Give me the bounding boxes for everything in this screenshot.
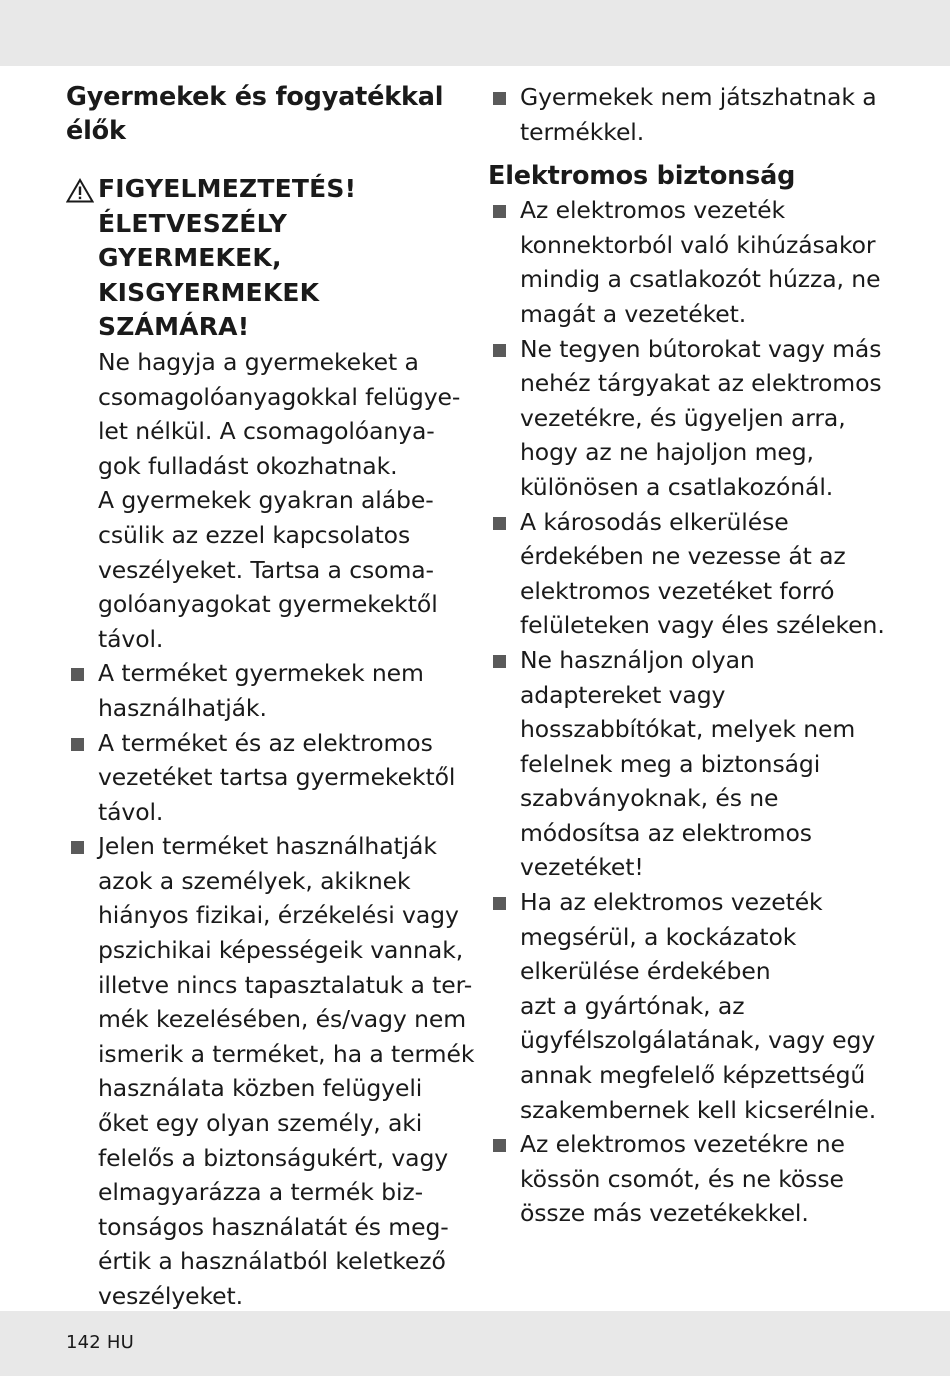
bullet-square-icon: [493, 1139, 506, 1152]
list-item-line: távol.: [98, 797, 164, 826]
list-item: [488, 505, 928, 643]
list-item-line: illetve nincs tapasztalatuk a ter-: [98, 970, 473, 999]
list-item-line: annak megfelelő képzettségű: [520, 1061, 866, 1090]
list-item-line: kössön csomót, és ne kösse: [520, 1164, 844, 1193]
list-item-line: mindig a csatlakozót húzza, ne: [520, 265, 881, 294]
warning-text-line: A gyermekek gyakran alábe-: [98, 486, 434, 515]
list-item-line: elektromos vezetéket forró: [520, 576, 835, 605]
right-column: [488, 80, 928, 1231]
warning-title-line: KISGYERMEKEK: [98, 277, 320, 307]
list-item-line: felelős a biztonságukért, vagy: [98, 1143, 449, 1172]
list-item-line: Ne tegyen bútorokat vagy más: [520, 334, 882, 363]
list-item: [488, 80, 928, 149]
bullet-square-icon: [493, 897, 506, 910]
right-bullet-list: [488, 193, 928, 1231]
bullet-square-icon: [493, 205, 506, 218]
list-item-line: nehéz tárgyakat az elektromos: [520, 369, 882, 398]
list-item: [66, 726, 466, 830]
list-item-line: szakembernek kell kicserélnie.: [520, 1095, 877, 1124]
warning-text: [98, 345, 466, 656]
page-number: 142 HU: [66, 1332, 134, 1353]
list-item-line: különösen a csatlakozónál.: [520, 472, 834, 501]
bottom-band: [0, 1311, 950, 1376]
list-item-line: vezetéket!: [520, 853, 644, 882]
list-item-line: adaptereket vagy: [520, 680, 726, 709]
bullet-square-icon: [493, 92, 506, 105]
list-item-line: értik a használatból keletkező: [98, 1247, 446, 1276]
list-item-line: Az elektromos vezetékre ne: [520, 1130, 845, 1159]
list-item-line: termékkel.: [520, 117, 645, 146]
list-item-line: A terméket és az elektromos: [98, 728, 433, 757]
list-item-line: ismerik a terméket, ha a termék: [98, 1039, 475, 1068]
left-column: [66, 80, 475, 1314]
bullet-square-icon: [71, 841, 84, 854]
list-item-line: megsérül, a kockázatok: [520, 922, 797, 951]
list-item-line: elkerülése érdekében: [520, 957, 771, 986]
list-item-line: őket egy olyan személy, aki: [98, 1109, 423, 1138]
heading-line: Gyermekek és fogyatékkal: [66, 82, 444, 112]
warning-text-line: csülik az ezzel kapcsolatos: [98, 520, 411, 549]
warning-text-line: veszélyeket. Tartsa a csoma-: [98, 555, 434, 584]
warning-text-line: let nélkül. A csomagolóanya-: [98, 417, 435, 446]
list-item: [66, 656, 466, 725]
section-heading-electrical-safety: Elektromos biztonság: [488, 161, 796, 192]
bullet-square-icon: [71, 668, 84, 681]
list-item-line: Jelen terméket használhatják: [98, 832, 437, 861]
list-item: [488, 885, 928, 1127]
list-item-line: A károsodás elkerülése: [520, 507, 789, 536]
warning-title-line: SZÁMÁRA!: [98, 312, 250, 342]
bullet-square-icon: [493, 655, 506, 668]
list-item: [488, 332, 928, 505]
list-item-line: Ha az elektromos vezeték: [520, 888, 823, 917]
list-item-line: használhatják.: [98, 693, 267, 722]
list-item-line: elmagyarázza a termék biz-: [98, 1178, 423, 1207]
list-item-line: felelnek meg a biztonsági: [520, 749, 821, 778]
warning-title: [98, 172, 466, 345]
warning-text-line: Ne hagyja a gyermekeket a: [98, 347, 419, 376]
warning-text-line: gok fulladást okozhatnak.: [98, 451, 398, 480]
right-top-bullet-list: [488, 80, 928, 149]
warning-text-line: távol.: [98, 624, 164, 653]
bullet-square-icon: [493, 517, 506, 530]
list-item-line: szabványoknak, és ne: [520, 784, 779, 813]
warning-title-line: ÉLETVESZÉLY: [98, 208, 288, 238]
list-item-line: használata közben felügyeli: [98, 1074, 423, 1103]
list-item-line: hiányos fizikai, érzékelési vagy: [98, 901, 459, 930]
heading-line: élők: [66, 116, 126, 146]
bullet-square-icon: [493, 344, 506, 357]
list-item: [488, 1127, 928, 1231]
list-item: [488, 193, 928, 331]
list-item-line: felületeken vagy éles széleken.: [520, 611, 885, 640]
list-item-line: Az elektromos vezeték: [520, 196, 785, 225]
list-item: [66, 829, 475, 1313]
list-item-line: hogy az ne hajoljon meg,: [520, 438, 814, 467]
list-item-line: konnektorból való kihúzásakor: [520, 230, 876, 259]
list-item-line: Ne használjon olyan: [520, 645, 755, 674]
section-heading-children: [66, 80, 466, 148]
list-item-line: ügyfélszolgálatának, vagy egy: [520, 1026, 876, 1055]
list-item-line: azok a személyek, akiknek: [98, 866, 411, 895]
list-item-line: vezetékre, és ügyeljen arra,: [520, 403, 846, 432]
warning-text-line: golóanyagokat gyermekektől: [98, 590, 438, 619]
warning-text-line: csomagolóanyagokkal felügye-: [98, 382, 461, 411]
list-item-line: módosítsa az elektromos: [520, 818, 812, 847]
list-item-line: hosszabbítókat, melyek nem: [520, 715, 856, 744]
list-item-line: vezetéket tartsa gyermekektől: [98, 763, 456, 792]
warning-block: [66, 172, 466, 656]
warning-triangle-icon: [66, 178, 94, 203]
left-bullet-list: [66, 656, 475, 1313]
list-item-line: magát a vezetéket.: [520, 299, 747, 328]
list-item-line: azt a gyártónak, az: [520, 991, 745, 1020]
list-item-line: össze más vezetékekkel.: [520, 1199, 809, 1228]
list-item-line: pszichikai képességeik vannak,: [98, 936, 464, 965]
list-item-line: veszélyeket.: [98, 1282, 244, 1310]
list-item-line: érdekében ne vezesse át az: [520, 542, 846, 571]
list-item-line: mék kezelésében, és/vagy nem: [98, 1005, 467, 1034]
bullet-square-icon: [71, 738, 84, 751]
top-band: [0, 0, 950, 66]
list-item-line: tonságos használatát és meg-: [98, 1212, 449, 1241]
list-item-line: A terméket gyermekek nem: [98, 659, 424, 688]
warning-title-line: GYERMEKEK,: [98, 243, 282, 273]
warning-title-line: FIGYELMEZTETÉS!: [98, 174, 357, 203]
list-item-line: Gyermekek nem játszhatnak a: [520, 83, 877, 111]
list-item: [488, 643, 928, 885]
